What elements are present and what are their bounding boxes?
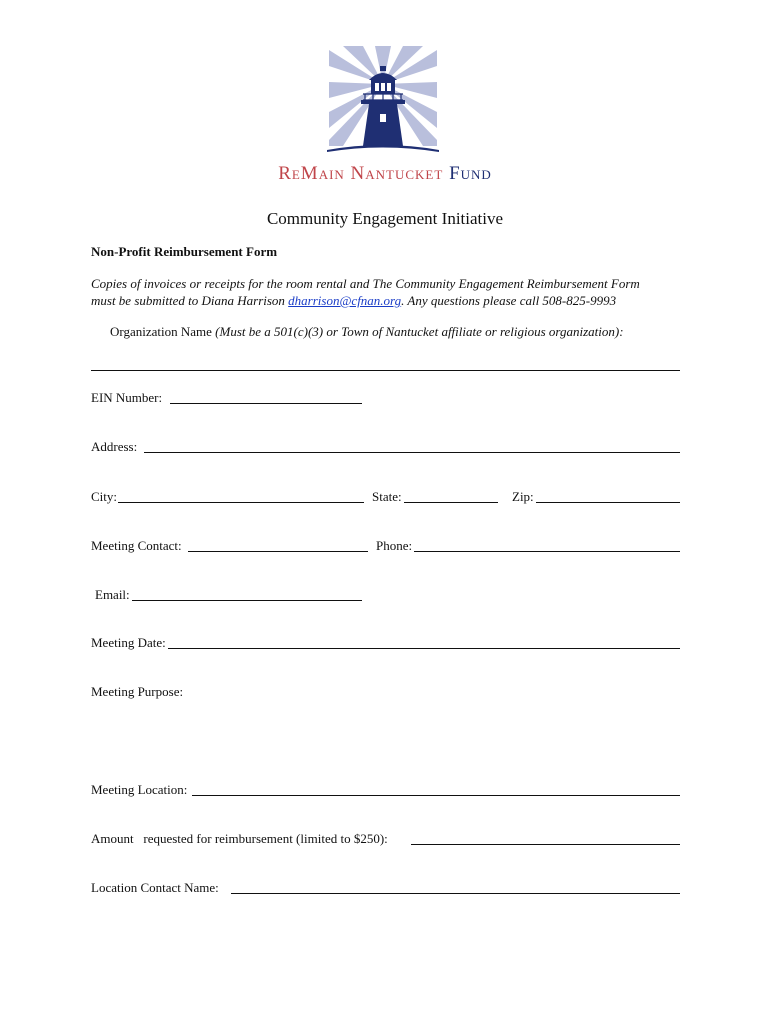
phone-input-line[interactable] [414, 551, 680, 552]
address-label: Address: [91, 439, 138, 454]
city-input-line[interactable] [118, 502, 364, 503]
meeting-location-input-line[interactable] [192, 795, 680, 796]
brand-name-part2: Fund [449, 163, 492, 184]
ein-label: EIN Number: [91, 390, 163, 405]
email-link[interactable]: dharrison@cfnan.org [288, 293, 402, 308]
brand-name [0, 163, 770, 185]
meeting-date-input-line[interactable] [168, 648, 680, 649]
meeting-purpose-label: Meeting Purpose: [91, 684, 184, 699]
intro-line-2 [91, 292, 691, 309]
zip-label: Zip: [512, 489, 534, 504]
org-name-input-line[interactable] [91, 370, 680, 371]
lighthouse-logo-icon [323, 46, 443, 158]
intro-line-2-prefix: must be submitted to Diana Harrison [91, 293, 289, 308]
meeting-contact-label: Meeting Contact: [91, 538, 182, 553]
intro-text [91, 275, 691, 309]
intro-line-2-suffix: . Any questions please call 508-825-9993 [401, 293, 617, 308]
email-input-line[interactable] [132, 600, 362, 601]
amount-label: Amount requested for reimbursement (limited to $250): [91, 831, 388, 846]
meeting-date-label: Meeting Date: [91, 635, 166, 650]
page-title: Community Engagement Initiative [266, 209, 504, 228]
phone-label: Phone: [376, 538, 413, 553]
email-label: Email: [95, 587, 130, 602]
location-contact-label: Location Contact Name: [91, 880, 219, 895]
form-subtitle: Non-Profit Reimbursement Form [91, 244, 278, 259]
location-contact-input-line[interactable] [231, 893, 680, 894]
state-input-line[interactable] [404, 502, 498, 503]
meeting-contact-input-line[interactable] [188, 551, 368, 552]
amount-input-line[interactable] [411, 844, 680, 845]
intro-line-1: Copies of invoices or receipts for the room rental and The Community Engagement Reimbursement Form [91, 276, 640, 291]
address-input-line[interactable] [144, 452, 680, 453]
org-name-label [110, 324, 624, 340]
brand-name-part1: ReMain Nantucket [278, 163, 444, 184]
org-name-note: (Must be a 501(c)(3) or Town of Nantucket affiliate or religious organization): [215, 324, 624, 339]
state-label: State: [372, 489, 402, 504]
zip-input-line[interactable] [536, 502, 680, 503]
meeting-location-label: Meeting Location: [91, 782, 188, 797]
ein-input-line[interactable] [170, 403, 362, 404]
org-name-label-text: Organization Name [110, 324, 216, 339]
city-label: City: [91, 489, 118, 504]
